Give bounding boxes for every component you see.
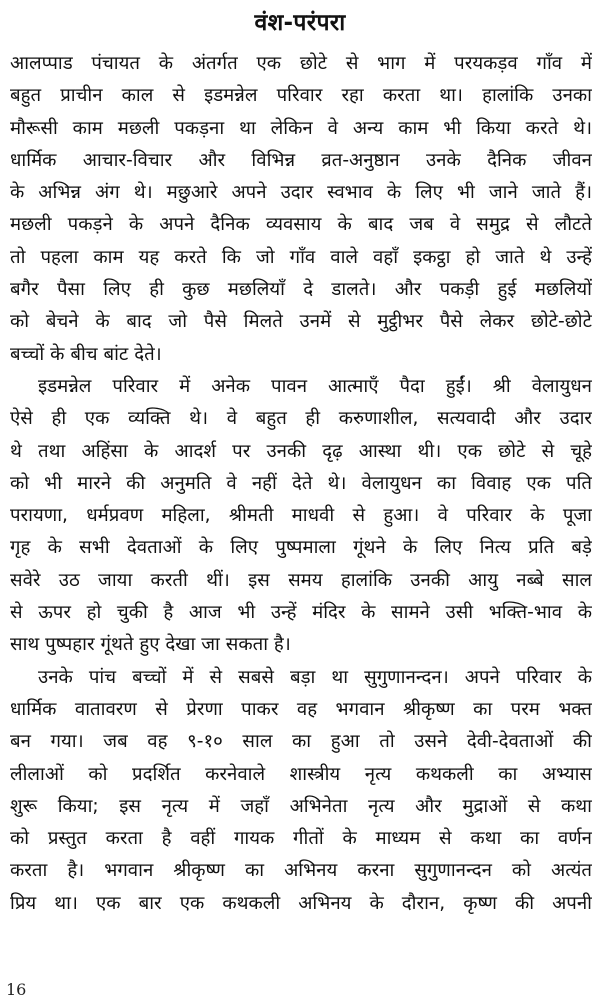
body-text [10, 48, 592, 920]
text-line: से ऊपर हो चुकी है आज भी उन्हें मंदिर के सामने उसी भक्ति-भाव के [10, 602, 592, 624]
text-line: को प्रस्तुत करता है वहीं गायक गीतों के माध्यम से कथा का वर्णन [10, 828, 592, 850]
text-line: बहुत प्राचीन काल से इडमन्नेल परिवार रहा करता था। हालांकि उनका [10, 85, 592, 107]
text-line: करता है। भगवान श्रीकृष्ण का अभिनय करना सुगुणानन्दन को अत्यंत [10, 860, 592, 882]
text-line: मौरूसी काम मछली पकड़ना था लेकिन वे अन्य काम भी किया करते थे। [10, 117, 592, 139]
text-line: मछली पकड़ने के अपने दैनिक व्यवसाय के बाद जब वे समुद्र से लौटते [10, 214, 592, 236]
text-line: परायणा, धर्मप्रवण महिला, श्रीमती माधवी से हुआ। वे परिवार के पूजा [10, 505, 592, 527]
text-line: को भी मारने की अनुमति वे नहीं देते थे। वेलायुधन का विवाह एक पति [10, 472, 592, 494]
text-line: लीलाओं को प्रदर्शित करनेवाले शास्त्रीय नृत्य कथकली का अभ्यास [10, 763, 592, 785]
text-line: आलप्पाड पंचायत के अंतर्गत एक छोटे से भाग में परयकड़व गाँव में [10, 53, 592, 74]
text-line: धार्मिक आचार-विचार और विभिन्न व्रत-अनुष्ठान उनके दैनिक जीवन [10, 149, 592, 171]
text-line: इडमन्नेल परिवार में अनेक पावन आत्माएँ पैदा हुईं। श्री वेलायुधन [38, 375, 592, 397]
text-line: प्रिय था। एक बार एक कथकली अभिनय के दौरान, कृष्ण की अपनी [10, 892, 592, 914]
text-line: तो पहला काम यह करते कि जो गाँव वाले वहाँ इकट्ठा हो जाते थे उन्हें [10, 246, 592, 268]
text-line: धार्मिक वातावरण से प्रेरणा पाकर वह भगवान श्रीकृष्ण का परम भक्त [10, 698, 592, 720]
text-line: उनके पांच बच्चों में से सबसे बड़ा था सुगुणानन्दन। अपने परिवार के [38, 666, 592, 688]
text-line: बच्चों के बीच बांट देते। [10, 343, 162, 365]
text-line: शुरू किया; इस नृत्य में जहाँ अभिनेता नृत्य और मुद्राओं से कथा [10, 795, 592, 817]
text-line: सवेरे उठ जाया करती थीं। इस समय हालांकि उनकी आयु नब्बे साल [10, 569, 592, 591]
text-line: के अभिन्न अंग थे। मछुआरे अपने उदार स्वभाव के लिए भी जाने जाते हैं। [10, 182, 592, 204]
text-line: साथ पुष्पहार गूंथते हुए देखा जा सकता है। [10, 634, 291, 656]
text-line: गृह के सभी देवताओं के लिए पुष्पमाला गूंथने के लिए नित्य प्रति बड़े [10, 537, 592, 559]
text-line: बगैर पैसा लिए ही कुछ मछलियाँ दे डालते। और पकड़ी हुई मछलियों [10, 279, 592, 301]
text-line: को बेचने के बाद जो पैसे मिलते उनमें से मुट्ठीभर पैसे लेकर छोटे-छोटे [10, 311, 592, 333]
page-number: 16 [6, 980, 27, 999]
page-title: वंश-परंपरा [254, 10, 346, 36]
text-line: ऐसे ही एक व्यक्ति थे। वे बहुत ही करुणाशील, सत्यवादी और उदार [10, 408, 592, 430]
text-line: थे तथा अहिंसा के आदर्श पर उनकी दृढ़ आस्था थी। एक छोटे से चूहे [10, 440, 592, 462]
text-line: बन गया। जब वह ९-१० साल का हुआ तो उसने देवी-देवताओं की [10, 731, 592, 753]
